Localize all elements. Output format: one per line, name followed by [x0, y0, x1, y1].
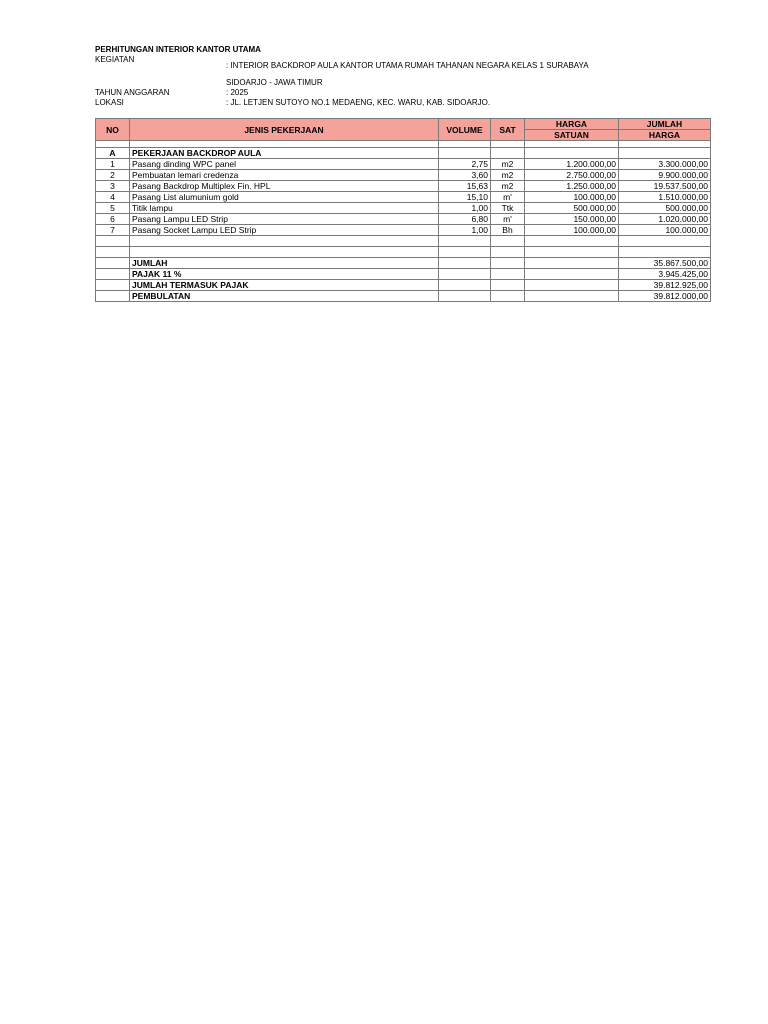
col-header-satuan: SATUAN — [525, 130, 619, 141]
row-sat: m' — [491, 214, 525, 225]
lokasi-label: LOKASI — [95, 98, 124, 107]
row-jumlah-harga: 1.510.000,00 — [619, 192, 711, 203]
lokasi-value: : JL. LETJEN SUTOYO NO.1 MEDAENG, KEC. WARU, KAB. SIDOARJO. — [226, 98, 491, 107]
col-header-jumlah: JUMLAH — [619, 119, 711, 130]
section-name: PEKERJAAN BACKDROP AULA — [130, 148, 439, 159]
section-no: A — [96, 148, 130, 159]
total-row — [96, 269, 711, 280]
row-sat: m2 — [491, 181, 525, 192]
row-no: 2 — [96, 170, 130, 181]
total-label: JUMLAH TERMASUK PAJAK — [130, 280, 439, 291]
row-volume: 15,63 — [439, 181, 491, 192]
cost-table — [95, 118, 711, 302]
row-no: 5 — [96, 203, 130, 214]
total-label: PEMBULATAN — [130, 291, 439, 302]
row-volume: 2,75 — [439, 159, 491, 170]
row-harga-satuan: 1.200.000,00 — [525, 159, 619, 170]
row-jenis: Pasang Backdrop Multiplex Fin. HPL — [130, 181, 439, 192]
row-jenis: Pasang Lampu LED Strip — [130, 214, 439, 225]
kegiatan-value-line2: SIDOARJO - JAWA TIMUR — [226, 78, 323, 87]
table-header-row — [96, 119, 711, 130]
row-jumlah-harga: 100.000,00 — [619, 225, 711, 236]
row-jumlah-harga: 19.537.500,00 — [619, 181, 711, 192]
row-no: 1 — [96, 159, 130, 170]
row-sat: Bh — [491, 225, 525, 236]
total-row — [96, 280, 711, 291]
total-value: 35.867.500,00 — [619, 258, 711, 269]
row-harga-satuan: 1.250.000,00 — [525, 181, 619, 192]
col-header-no: NO — [96, 119, 130, 141]
row-harga-satuan: 150.000,00 — [525, 214, 619, 225]
table-row — [96, 159, 711, 170]
row-sat: m2 — [491, 170, 525, 181]
row-no: 3 — [96, 181, 130, 192]
total-row — [96, 291, 711, 302]
row-volume: 1,00 — [439, 225, 491, 236]
table-row — [96, 203, 711, 214]
row-no: 6 — [96, 214, 130, 225]
section-row — [96, 148, 711, 159]
row-volume: 1,00 — [439, 203, 491, 214]
spacer-row — [96, 141, 711, 148]
row-sat: m2 — [491, 159, 525, 170]
row-sat: Ttk — [491, 203, 525, 214]
document-title: PERHITUNGAN INTERIOR KANTOR UTAMA — [95, 45, 261, 54]
total-value: 3.945.425,00 — [619, 269, 711, 280]
row-sat: m' — [491, 192, 525, 203]
table-row — [96, 170, 711, 181]
row-harga-satuan: 100.000,00 — [525, 192, 619, 203]
row-harga-satuan: 100.000,00 — [525, 225, 619, 236]
row-harga-satuan: 500.000,00 — [525, 203, 619, 214]
row-jenis: Pasang Socket Lampu LED Strip — [130, 225, 439, 236]
row-volume: 15,10 — [439, 192, 491, 203]
row-volume: 6,80 — [439, 214, 491, 225]
row-jenis: Pembuatan lemari credenza — [130, 170, 439, 181]
row-volume: 3,60 — [439, 170, 491, 181]
col-header-sat: SAT — [491, 119, 525, 141]
row-jumlah-harga: 500.000,00 — [619, 203, 711, 214]
tahun-anggaran-label: TAHUN ANGGARAN — [95, 88, 170, 97]
row-jumlah-harga: 1.020.000,00 — [619, 214, 711, 225]
total-label: JUMLAH — [130, 258, 439, 269]
blank-row — [96, 236, 711, 247]
row-jumlah-harga: 9.900.000,00 — [619, 170, 711, 181]
kegiatan-value: : INTERIOR BACKDROP AULA KANTOR UTAMA RUMAH TAHANAN NEGARA KELAS 1 SURABAYA — [226, 61, 589, 70]
total-value: 39.812.925,00 — [619, 280, 711, 291]
blank-row — [96, 247, 711, 258]
total-value: 39.812.000,00 — [619, 291, 711, 302]
row-jumlah-harga: 3.300.000,00 — [619, 159, 711, 170]
row-no: 7 — [96, 225, 130, 236]
table-row — [96, 181, 711, 192]
col-header-harga-total: HARGA — [619, 130, 711, 141]
tahun-anggaran-value: : 2025 — [226, 88, 249, 97]
row-jenis: Titik lampu — [130, 203, 439, 214]
col-header-harga: HARGA — [525, 119, 619, 130]
row-jenis: Pasang List alumunium gold — [130, 192, 439, 203]
col-header-jenis: JENIS PEKERJAAN — [130, 119, 439, 141]
row-no: 4 — [96, 192, 130, 203]
table-row — [96, 214, 711, 225]
table-row — [96, 192, 711, 203]
row-harga-satuan: 2.750.000,00 — [525, 170, 619, 181]
total-label: PAJAK 11 % — [130, 269, 439, 280]
kegiatan-label: KEGIATAN — [95, 55, 135, 64]
row-jenis: Pasang dinding WPC panel — [130, 159, 439, 170]
table-row — [96, 225, 711, 236]
col-header-volume: VOLUME — [439, 119, 491, 141]
total-row — [96, 258, 711, 269]
